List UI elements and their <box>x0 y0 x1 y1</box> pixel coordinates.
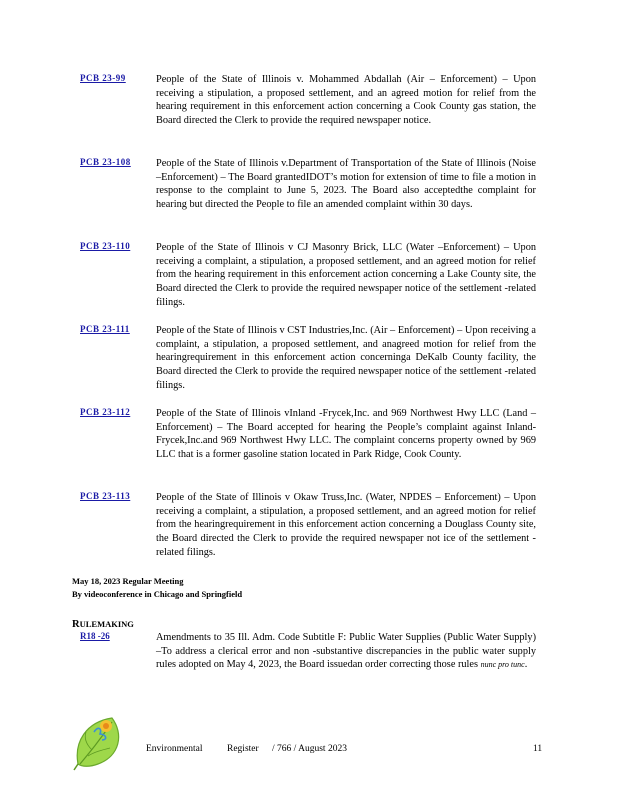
rule-summary-text: Amendments to 35 Ill. Adm. Code Subtitle F: Public Water Supplies (Public Water Supply) –To address a clerical error and non -substantive discrepancies in the public water supply rules adopted on May 4, 2023, the Board issuedan order correcting those rules <box>156 632 536 671</box>
case-number-link[interactable]: PCB 23-110 <box>80 241 131 251</box>
case-summary: People of the State of Illinois v Okaw Truss,Inc. (Water, NPDES – Enforcement) – Upon receiving a complaint, a stipulation, a proposed settlement, and an agreed motion for relief from the hearingrequirement in this enforcement action concerning a Douglass County site, the Board directed the Clerk to provide the required newspaper not ice of the settlement -related filings. <box>156 492 536 558</box>
case-number-link[interactable]: PCB 23-113 <box>80 491 131 501</box>
rule-summary-end: . <box>524 659 528 671</box>
rule-number-link[interactable]: R18 -26 <box>80 631 110 641</box>
rule-summary-italic: nunc pro tunc <box>480 660 525 670</box>
case-summary: People of the State of Illinois v CJ Masonry Brick, LLC (Water –Enforcement) – Upon receiving a complaint, a stipulation, a proposed settlement, and an agreed motion for relief from the hearing requirement in this enforcement action concerning a Lake County site, the Board directed the Clerk to provide the required newspaper notice of the settlement -related filings. <box>156 242 536 308</box>
case-summary: People of the State of Illinois vInland -Frycek,Inc. and 969 Northwest Hwy LLC (Land – Enforcement) – The Board accepted for hearing the People’s complaint against Inland-Frycek,Inc.and 969 Northwest Hwy LLC. The complaint concerns property owned by 969 LLC that is a former gasoline station located in Park Ridge, Cook County. <box>156 408 536 461</box>
case-summary: People of the State of Illinois v CST Industries,Inc. (Air – Enforcement) – Upon receiving a complaint, a stipulation, a proposed settlement, and anagreed motion for relief from the hearingrequirement in this enforcement action concerninga DeKalb County facility, the Board directed the Clerk to provide the required newspaper notice of the settlement -related filings. <box>156 325 536 391</box>
case-number-link[interactable]: PCB 23-99 <box>80 73 126 83</box>
case-number-link[interactable]: PCB 23-108 <box>80 157 131 167</box>
case-number-link[interactable]: PCB 23-112 <box>80 407 131 417</box>
footer-issue: / 766 / August 2023 <box>272 744 347 754</box>
footer-register: Register <box>227 744 259 754</box>
page-number: 11 <box>533 744 543 754</box>
meeting-date: May 18, 2023 Regular Meeting <box>72 576 184 586</box>
leaf-logo-icon <box>72 712 130 772</box>
case-summary: People of the State of Illinois v. Mohammed Abdallah (Air – Enforcement) – Upon receiving a stipulation, a proposed settlement, and an agreed motion for relief from the hearing requirement in this enforcement action concerning a Cook County gas station, the Board directed the Clerk to provide the required newspaper notice. <box>156 74 536 127</box>
footer-publication: Environmental <box>146 744 203 754</box>
case-number-link[interactable]: PCB 23-111 <box>80 324 130 334</box>
section-heading-rest: ULEMAKING <box>79 619 134 629</box>
rule-summary <box>156 631 536 672</box>
section-heading <box>72 619 134 630</box>
meeting-location: By videoconference in Chicago and Springfield <box>72 589 243 599</box>
case-summary: People of the State of Illinois v.Department of Transportation of the State of Illinois (Noise –Enforcement) – The Board grantedIDOT’s motion for extension of time to file a motion in response to the complaint to June 5, 2023. The Board also acceptedthe complaint for hearing but directed the People to file an amended complaint within 30 days. <box>156 158 536 211</box>
section-heading-initial: R <box>72 619 80 630</box>
